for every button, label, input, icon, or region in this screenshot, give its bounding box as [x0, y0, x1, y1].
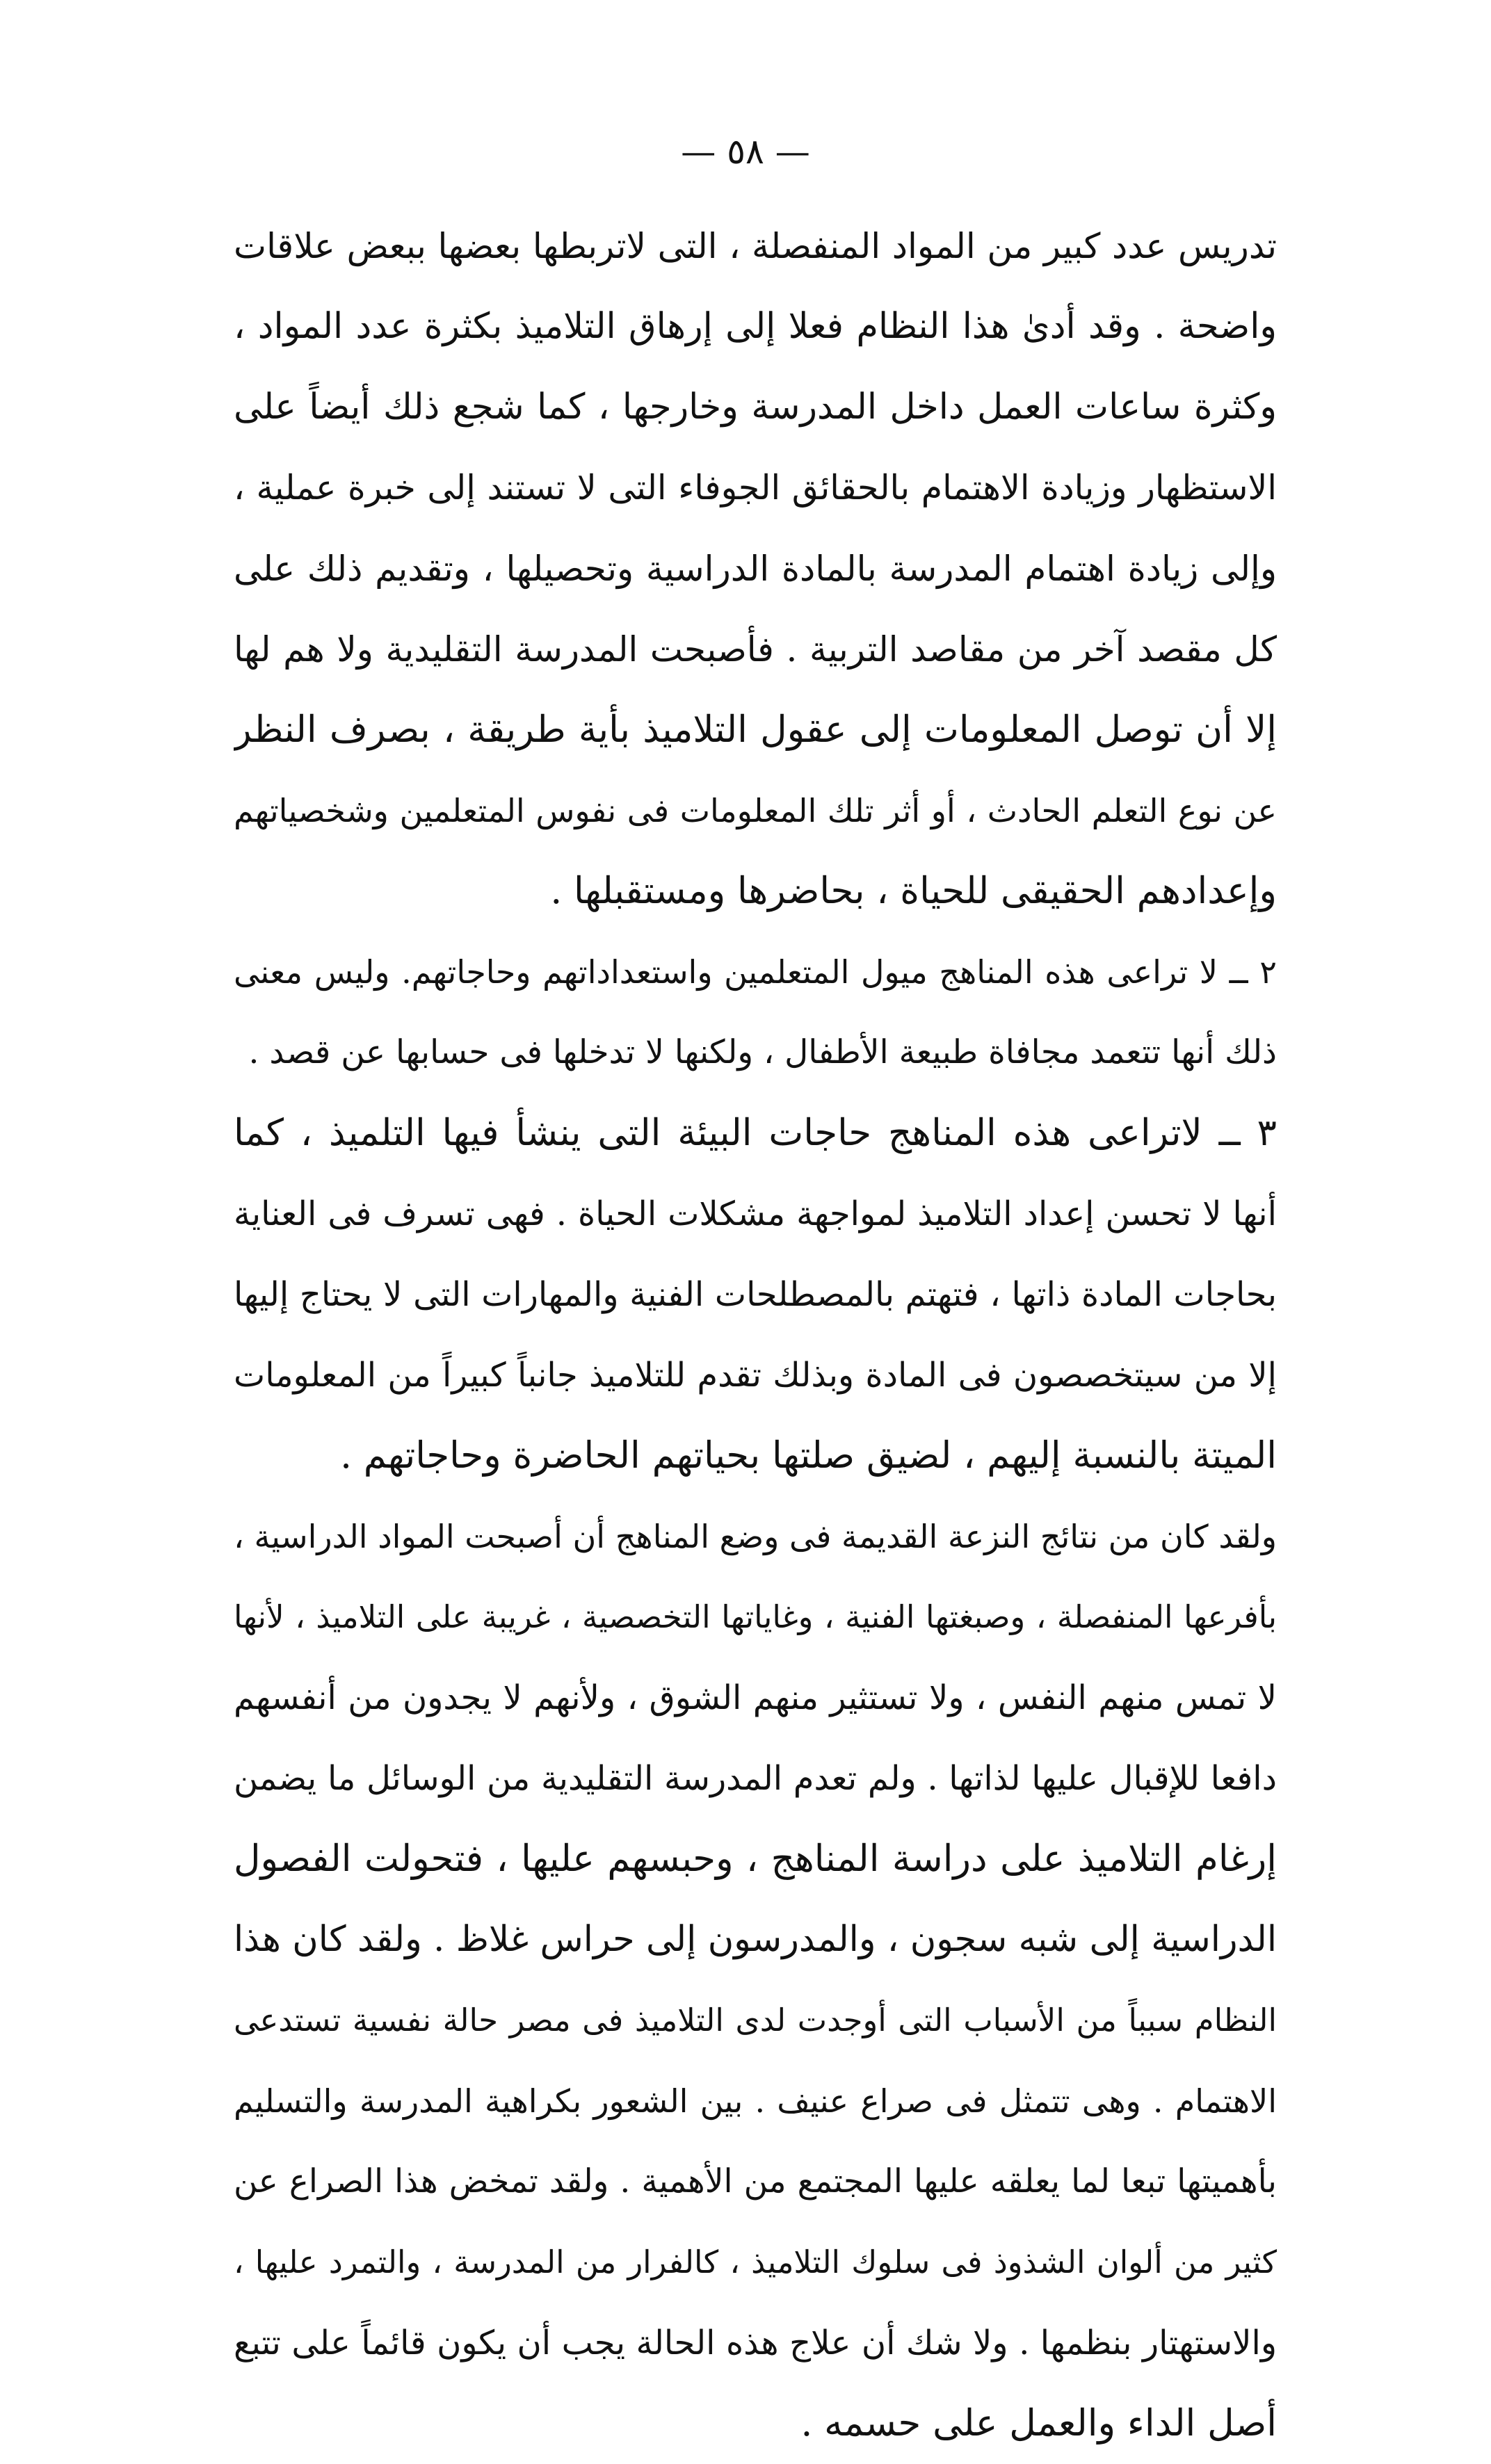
text-line: واضحة . وقد أدىٰ هذا النظام فعلا إلى إرهاق التلاميذ بكثرة عدد المواد ،: [234, 306, 1277, 347]
text-line: إرغام التلاميذ على دراسة المناهج ، وحبسهم عليها ، فتحولت الفصول: [234, 1838, 1277, 1880]
text-line: الميتة بالنسبة إليهم ، لضيق صلتها بحياتهم الحاضرة وحاجاتهم .: [340, 1434, 1277, 1477]
text-line: كل مقصد آخر من مقاصد التربية . فأصبحت المدرسة التقليدية ولا هم لها: [234, 629, 1277, 670]
text-line: النظام سبباً من الأسباب التى أوجدت لدى التلاميذ فى مصر حالة نفسية تستدعى: [234, 2002, 1277, 2039]
text-line: عن نوع التعلم الحادث ، أو أثر تلك المعلومات فى نفوس المتعلمين وشخصياتهم: [234, 792, 1277, 829]
text-line: بحاجات المادة ذاتها ، فتهتم بالمصطلحات الفنية والمهارات التى لا يحتاج إليها: [234, 1275, 1277, 1314]
text-line: وإلى زيادة اهتمام المدرسة بالمادة الدراسية وتحصيلها ، وتقديم ذلك على: [234, 549, 1277, 589]
paragraph: [234, 1496, 1277, 2464]
body-text: [234, 206, 1277, 2464]
text-line: لا تمس منهم النفس ، ولا تستثير منهم الشوق ، ولأنهم لا يجدون من أنفسهم: [234, 1678, 1277, 1717]
text-line: ٣ ــ لاتراعى هذه المناهج حاجات البيئة التى ينشأ فيها التلميذ ، كما: [234, 1112, 1277, 1154]
text-line: ذلك أنها تتعمد مجافاة طبيعة الأطفال ، ولكنها لا تدخلها فى حسابها عن قصد .: [248, 1033, 1277, 1071]
text-line: وإعدادهم الحقيقى للحياة ، بحاضرها ومستقبلها .: [550, 870, 1277, 912]
text-line: إلا من سيتخصصون فى المادة وبذلك تقدم للتلاميذ جانباً كبيراً من المعلومات: [234, 1356, 1277, 1395]
text-line: الاستظهار وزيادة الاهتمام بالحقائق الجوفاء التى لا تستند إلى خبرة عملية ،: [234, 468, 1277, 508]
text-line: ولقد كان من نتائج النزعة القديمة فى وضع المناهج أن أصبحت المواد الدراسية ،: [234, 1518, 1277, 1555]
text-line: الدراسية إلى شبه سجون ، والمدرسون إلى حراس غلاظ . ولقد كان هذا: [234, 1919, 1277, 1960]
text-line: ٢ ــ لا تراعى هذه المناهج ميول المتعلمين واستعداداتهم وحاجاتهم. وليس معنى: [234, 953, 1277, 991]
text-line: تدريس عدد كبير من المواد المنفصلة ، التى لاتربطها بعضها ببعض علاقات: [234, 226, 1277, 266]
text-line: دافعا للإقبال عليها لذاتها . ولم تعدم المدرسة التقليدية من الوسائل ما يضمن: [234, 1759, 1277, 1798]
paragraph: [234, 1093, 1277, 1496]
text-line: وكثرة ساعات العمل داخل المدرسة وخارجها ، كما شجع ذلك أيضاً على: [234, 387, 1277, 428]
text-line: أصل الداء والعمل على حسمه .: [800, 2402, 1277, 2445]
paragraph: [234, 932, 1277, 1093]
paragraph: [234, 206, 1277, 932]
text-line: أنها لا تحسن إعداد التلاميذ لمواجهة مشكلات الحياة . فهى تسرف فى العناية: [234, 1194, 1277, 1233]
text-line: والاستهتار بنظمها . ولا شك أن علاج هذه الحالة يجب أن يكون قائماً على تتبع: [234, 2324, 1277, 2362]
text-line: إلا أن توصل المعلومات إلى عقول التلاميذ بأية طريقة ، بصرف النظر: [234, 708, 1277, 751]
text-line: الاهتمام . وهى تتمثل فى صراع عنيف . بين الشعور بكراهية المدرسة والتسليم: [234, 2082, 1277, 2120]
text-line: بأهميتها تبعا لما يعلقه عليها المجتمع من الأهمية . ولقد تمخض هذا الصراع عن: [234, 2162, 1277, 2200]
page-number: — ٥٨ —: [681, 131, 810, 172]
text-line: كثير من ألوان الشذوذ فى سلوك التلاميذ ، كالفرار من المدرسة ، والتمرد عليها ،: [234, 2244, 1277, 2280]
text-line: بأفرعها المنفصلة ، وصبغتها الفنية ، وغاياتها التخصصية ، غريبة على التلاميذ ، لأنها: [234, 1598, 1277, 1635]
